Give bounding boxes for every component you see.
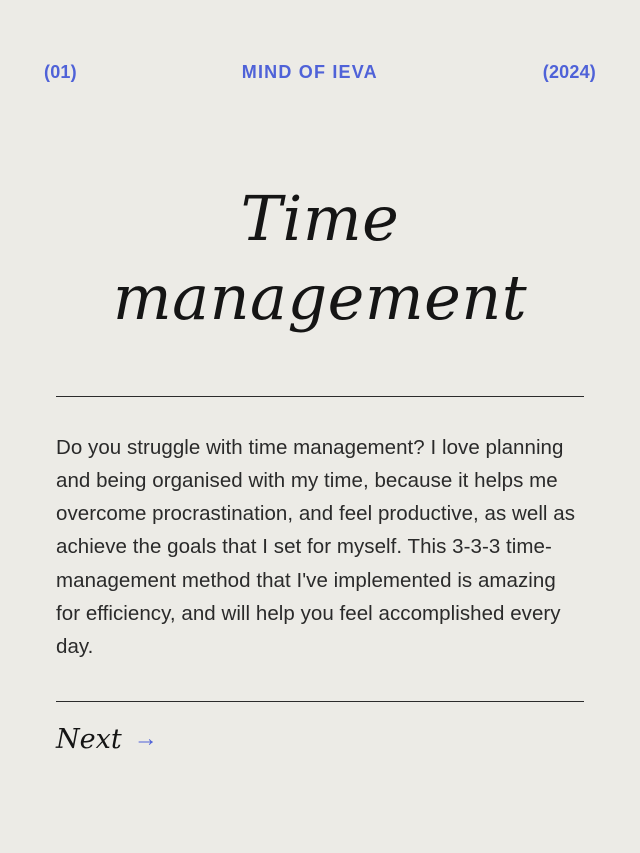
brand-title: MIND OF IEVA (241, 62, 378, 82)
slide-title: Time management (112, 182, 528, 335)
arrow-right-icon: → (133, 724, 158, 752)
next-label: Next (56, 724, 122, 756)
year-label: (2024) (542, 62, 596, 82)
divider-bottom (56, 701, 584, 702)
slide-header (0, 0, 640, 83)
divider-top (56, 396, 584, 397)
slide-body-text: Do you struggle with time management? I love planning and being organised with my time, because it helps me overcome procrastination, and feel productive, as well as achieve the goals that I set for myself. This 3-3-3 time-management method that I've implemented is amazing for efficiency, and will help you feel accomplished every day. (56, 435, 576, 658)
page-number: (01) (44, 62, 77, 82)
next-button[interactable] (56, 724, 158, 755)
title-block (0, 179, 640, 338)
